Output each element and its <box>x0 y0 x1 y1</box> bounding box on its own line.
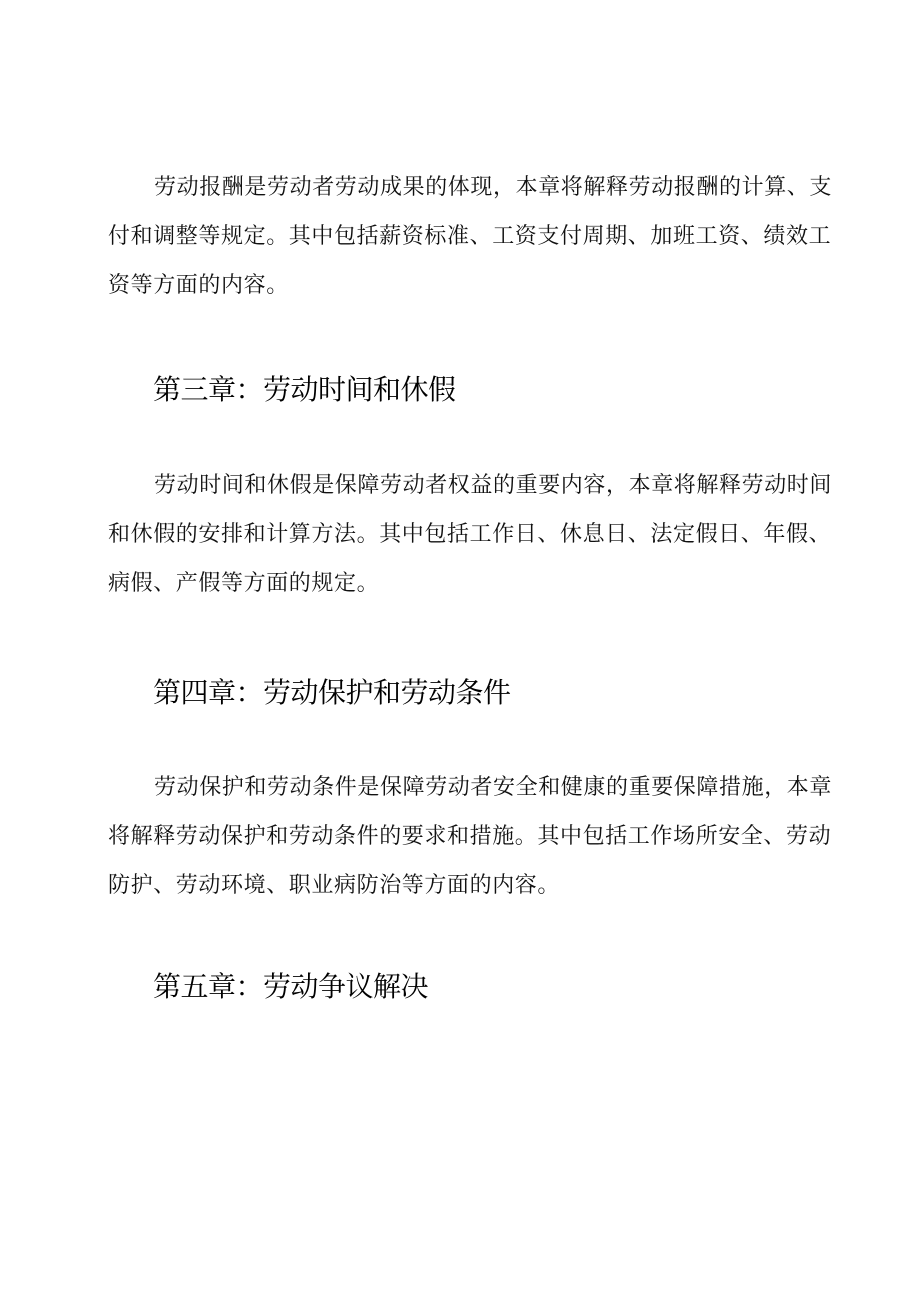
chapter-3-heading: 第三章：劳动时间和休假 <box>153 373 456 406</box>
paragraph-working-hours-and-leave: 劳动时间和休假是保障劳动者权益的重要内容，本章将解释劳动时间和休假的安排和计算方法。其中包括工作日、休息日、法定假日、年假、病假、产假等方面的规定。 <box>108 473 833 596</box>
paragraph-labor-remuneration: 劳动报酬是劳动者劳动成果的体现，本章将解释劳动报酬的计算、支付和调整等规定。其中包括薪资标准、工资支付周期、加班工资、绩效工资等方面的内容。 <box>108 175 833 298</box>
chapter-5-heading: 第五章：劳动争议解决 <box>153 970 429 1003</box>
chapter-4-heading: 第四章：劳动保护和劳动条件 <box>153 676 511 709</box>
paragraph-labor-protection: 劳动保护和劳动条件是保障劳动者安全和健康的重要保障措施，本章将解释劳动保护和劳动条件的要求和措施。其中包括工作场所安全、劳动防护、劳动环境、职业病防治等方面的内容。 <box>108 775 833 898</box>
